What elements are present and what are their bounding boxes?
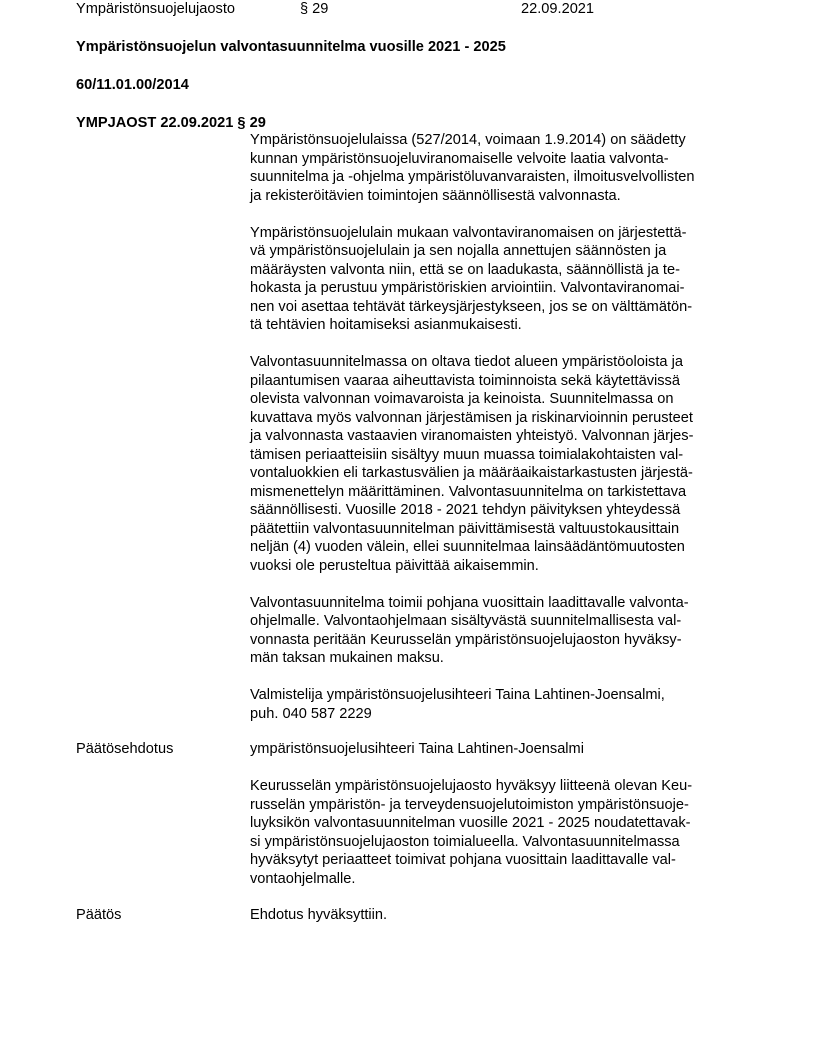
text-line: puh. 040 587 2229 xyxy=(250,705,372,722)
paragraph-preparer xyxy=(250,686,750,723)
text-line: hyväksytyt periaatteet toimivat pohjana vuosittain laadittavalle val- xyxy=(250,852,676,868)
text-line: si ympäristönsuojelujaoston toimialueella. Valvontasuunnitelmassa xyxy=(250,833,680,850)
text-line: Valmistelija ympäristönsuojelusihteeri Taina Lahtinen-Joensalmi, xyxy=(250,687,665,703)
text-line: tämisen periaatteisiin sisältyy muun muassa toimialakohtaisten val- xyxy=(250,446,684,463)
paragraph-supervision-duty xyxy=(250,224,750,335)
text-line: vonnasta peritään Keurusselän ympäristönsuojelujaoston hyväksy- xyxy=(250,631,682,648)
text-line: ja valvonnasta vastaavien viranomaisten yhteistyö. Valvonnan järjes- xyxy=(250,428,694,444)
text-line: vuoksi ole perusteltua päivittää aikaisemmin. xyxy=(250,557,539,574)
text-line: suunnitelma ja -ohjelma ympäristöluvanvaraisten, ilmoitusvelvollisten xyxy=(250,169,695,185)
text-line: luyksikön valvontasuunnitelman vuosille 2021 - 2025 noudatettavak- xyxy=(250,815,691,831)
text-line: russelän ympäristön- ja terveydensuojelutoimiston ympäristönsuoje- xyxy=(250,796,689,813)
text-line: päätettiin valvontasuunnitelman päivittämisestä valtuustokausittain xyxy=(250,520,680,537)
document-title: Ympäristönsuojelun valvontasuunnitelma vuosille 2021 - 2025 xyxy=(76,39,506,55)
text-line: säännöllisesti. Vuosille 2018 - 2021 tehdyn päivityksen yhteydessä xyxy=(250,502,681,518)
paragraph-legal-basis xyxy=(250,131,750,205)
paragraph-program-basis xyxy=(250,594,750,668)
text-line: ohjelmalle. Valvontaohjelmaan sisältyvästä suunnitelmallisesta val- xyxy=(250,613,682,629)
header-committee: Ympäristönsuojelujaosto xyxy=(76,1,235,17)
text-line: kunnan ympäristönsuojeluviranomaiselle velvoite laatia valvonta- xyxy=(250,150,669,167)
text-line: män taksan mukainen maksu. xyxy=(250,650,444,666)
text-line: kuvattava myös valvonnan järjestämisen ja riskinarvioinnin perusteet xyxy=(250,409,693,426)
text-line: vontaluokkien eli tarkastusvälien ja määräaikaistarkastusten järjestä- xyxy=(250,465,693,481)
decision-text: Ehdotus hyväksyttiin. xyxy=(250,907,388,923)
text-line: nen voi asettaa tehtävät tärkeysjärjestykseen, jos se on välttämätön- xyxy=(250,298,693,315)
header-section: § 29 xyxy=(300,1,329,17)
text-line: ja rekisteröitävien toimintojen säännöllisestä valvonnasta. xyxy=(250,187,621,204)
text-line: määräysten valvonta niin, että se on laadukasta, säännöllistä ja te- xyxy=(250,261,680,278)
paragraph-plan-contents xyxy=(250,353,750,575)
header-date: 22.09.2021 xyxy=(521,1,595,17)
record-number: 60/11.01.00/2014 xyxy=(76,77,189,93)
text-line: vä ympäristönsuojelulain ja sen nojalla annettujen säännösten ja xyxy=(250,243,667,259)
text-line: vontaohjelmalle. xyxy=(250,870,356,887)
decision-label: Päätös xyxy=(76,907,122,923)
text-line: Ympäristönsuojelulain mukaan valvontaviranomaisen on järjestettä- xyxy=(250,224,687,241)
text-line: olevista valvonnan voimavaroista ja keinoista. Suunnitelmassa on xyxy=(250,391,674,407)
proposal-text xyxy=(250,777,750,888)
text-line: Keurusselän ympäristönsuojelujaosto hyväksyy liitteenä olevan Keu- xyxy=(250,778,693,794)
text-line: hokasta ja perustuu ympäristöriskien arviointiin. Valvontaviranomai- xyxy=(250,280,685,296)
text-line: pilaantumisen vaaraa aiheuttavista toiminnoista sekä käytettävissä xyxy=(250,372,680,389)
text-line: Valvontasuunnitelmassa on oltava tiedot alueen ympäristöoloista ja xyxy=(250,354,683,370)
text-line: Ympäristönsuojelulaissa (527/2014, voimaan 1.9.2014) on säädetty xyxy=(250,132,686,148)
body-text xyxy=(250,131,750,723)
text-line: mismenettelyn määrittäminen. Valvontasuunnitelma on tarkistettava xyxy=(250,483,687,500)
proposal-proposer: ympäristönsuojelusihteeri Taina Lahtinen-Joensalmi xyxy=(250,741,584,757)
proposal-label: Päätösehdotus xyxy=(76,741,174,757)
meeting-reference: YMPJAOST 22.09.2021 § 29 xyxy=(76,115,266,131)
text-line: tä tehtävien hoitamiseksi asianmukaisesti. xyxy=(250,317,522,333)
text-line: Valvontasuunnitelma toimii pohjana vuosittain laadittavalle valvonta- xyxy=(250,594,689,611)
text-line: neljän (4) vuoden välein, ellei suunnitelmaa lainsäädäntömuutosten xyxy=(250,539,685,555)
